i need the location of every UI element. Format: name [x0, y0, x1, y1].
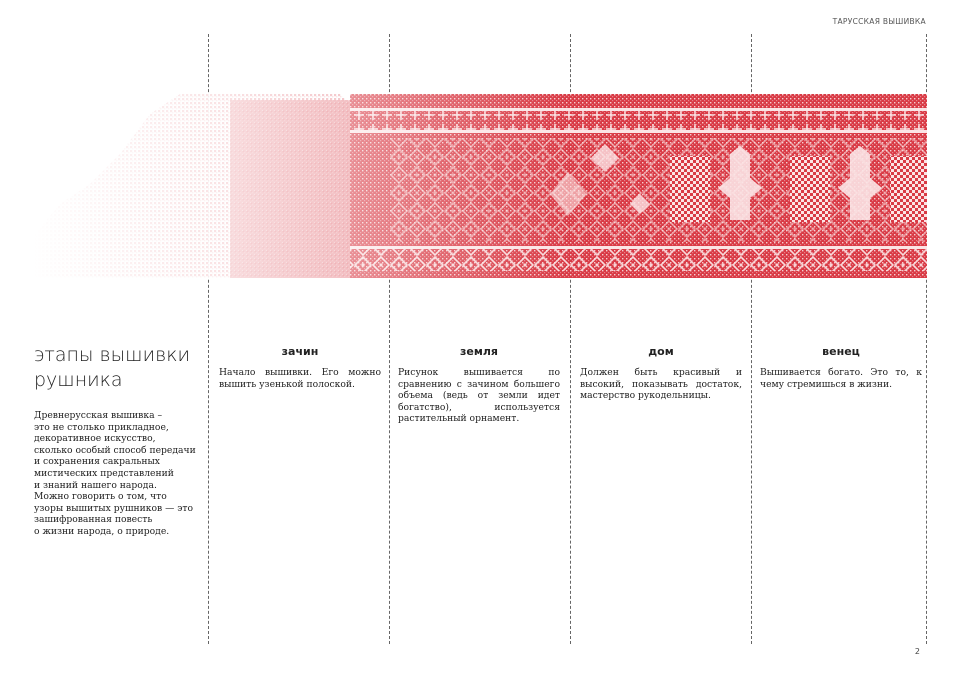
intro-line: мистических представлений: [34, 467, 174, 479]
embroidery-band-image: [30, 94, 927, 278]
page-title-line: этапы вышивки: [34, 344, 191, 366]
stage-title: венец: [822, 345, 860, 358]
stage-column-dom: [580, 345, 742, 402]
intro-line: это не столько прикладное,: [34, 421, 169, 433]
running-header: ТАРУССКАЯ ВЫШИВКА: [832, 17, 926, 26]
stage-column-zemlya: [398, 345, 560, 425]
intro-paragraph: [34, 410, 204, 538]
intro-line: декоративное искусство,: [34, 433, 156, 445]
stage-title: дом: [648, 345, 674, 358]
intro-line: сколько особый способ передачи: [34, 444, 196, 456]
stage-title: земля: [460, 345, 498, 358]
stage-description: Вышивается богато. Это то, к чему стремишься в жизни.: [760, 367, 922, 390]
intro-line: Древнерусская вышивка –: [34, 410, 163, 421]
intro-line: и сохранения сакральных: [34, 456, 160, 468]
stage-column-venets: [760, 345, 922, 390]
page-number: 2: [914, 647, 920, 656]
page-title: [34, 343, 204, 393]
intro-line: узоры вышитых рушников — это: [34, 502, 194, 514]
stage-description: Начало вышивки. Его можно вышить узенькой полоской.: [219, 367, 381, 390]
intro-line: Можно говорить о том, что: [34, 491, 167, 503]
embroidery-pattern-icon: [30, 94, 927, 278]
intro-line: зашифрованная повесть: [34, 514, 153, 526]
stage-description: Должен быть красивый и высокий, показывать достаток, мастерство рукодельницы.: [580, 367, 742, 402]
intro-line: и знаний нашего народа.: [34, 479, 157, 491]
stage-title: зачин: [281, 345, 319, 358]
intro-line: о жизни народа, о природе.: [34, 525, 170, 537]
stage-description: Рисунок вышивается по сравнению с зачином большего объема (ведь от земли идет богатство), используется растительный орнамент.: [398, 367, 560, 425]
stage-column-zachin: [219, 345, 381, 390]
page-title-line: рушника: [34, 369, 123, 391]
